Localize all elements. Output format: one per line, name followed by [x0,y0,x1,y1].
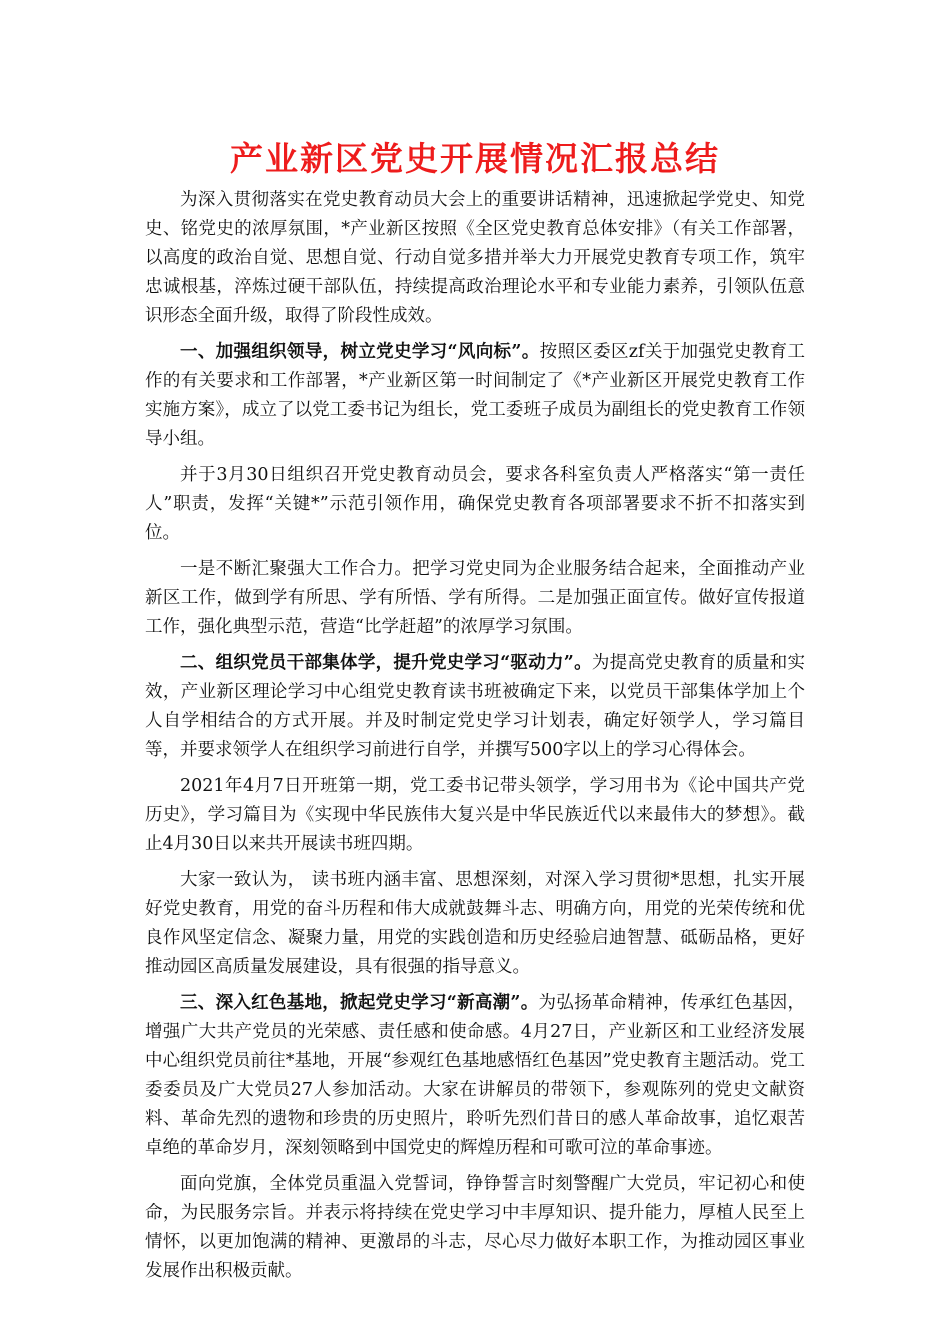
paragraph-text: 一是不断汇聚强大工作合力。把学习党史同为企业服务结合起来，全面推动产业新区工作，做到学有所思、学有所悟、学有所得。二是加强正面宣传。做好宣传报道工作，强化典型示范，营造“比学赶超”的浓厚学习氛围。 [145,559,805,637]
paragraph [145,461,805,548]
section-heading: 一、加强组织领导，树立党史学习“风向标”。 [180,342,540,362]
paragraph-text: 为深入贯彻落实在党史教育动员大会上的重要讲话精神，迅速掀起学党史、知党史、铭党史的浓厚氛围，*产业新区按照《全区党史教育总体安排》（有关工作部署，以高度的政治自觉、思想自觉、行动自觉多措并举大力开展党史教育专项工作，筑牢忠诚根基，淬炼过硬干部队伍，持续提高政治理论水平和专业能力素养，引领队伍意识形态全面升级，取得了阶段性成效。 [145,190,805,326]
paragraph-section-2 [145,649,805,765]
document-title: 产业新区党史开展情况汇报总结 [230,139,720,178]
paragraph-section-1 [145,338,805,454]
paragraph-intro [145,186,805,331]
paragraph [145,555,805,642]
paragraph-text: 为提高党史教育的质量和实效，产业新区理论学习中心组党史教育读书班被确定下来，以党员干部集体学加上个人自学相结合的方式开展。并及时制定党史学习计划表，确定好领学人，学习篇目等，并要求领学人在组织学习前进行自学，并撰写500字以上的学习心得体会。 [145,653,806,760]
paragraph-text: 按照区委区zf关于加强党史教育工作的有关要求和工作部署，*产业新区第一时间制定了《*产业新区开展党史教育工作实施方案》，成立了以党工委书记为组长，党工委班子成员为副组长的党史教育工作领导小组。 [145,342,805,449]
section-heading: 二、组织党员干部集体学，提升党史学习“驱动力”。 [180,653,592,673]
paragraph-text: 并于3月30日组织召开党史教育动员会，要求各科室负责人严格落实“第一责任人”职责，发挥“关键*”示范引领作用，确保党史教育各项部署要求不折不扣落实到位。 [145,465,805,543]
paragraph [145,1170,805,1286]
paragraph [145,772,805,859]
paragraph-section-3 [145,989,805,1163]
section-heading: 三、深入红色基地，掀起党史学习“新高潮”。 [180,993,539,1013]
paragraph-text: 面向党旗，全体党员重温入党誓词，铮铮誓言时刻警醒广大党员，牢记初心和使命，为民服务宗旨。并表示将持续在党史学习中丰厚知识、提升能力，厚植人民至上情怀，以更加饱满的精神、更激昂的斗志，尽心尽力做好本职工作，为推动园区事业发展作出积极贡献。 [145,1174,805,1281]
paragraph [145,866,805,982]
paragraph-text: 大家一致认为， 读书班内涵丰富、思想深刻，对深入学习贯彻*思想，扎实开展好党史教育，用党的奋斗历程和伟大成就鼓舞斗志、明确方向，用党的光荣传统和优良作风坚定信念、凝聚力量，用党的实践创造和历史经验启迪智慧、砥砺品格，更好推动园区高质量发展建设，具有很强的指导意义。 [145,870,805,977]
paragraph-text: 为弘扬革命精神，传承红色基因，增强广大共产党员的光荣感、责任感和使命感。4月27日，产业新区和工业经济发展中心组织党员前往*基地，开展“参观红色基地感悟红色基因”党史教育主题活动。党工委委员及广大党员27人参加活动。大家在讲解员的带领下，参观陈列的党史文献资料、革命先烈的遗物和珍贵的历史照片，聆听先烈们昔日的感人革命故事，追忆艰苦卓绝的革命岁月，深刻领略到中国党史的辉煌历程和可歌可泣的革命事迹。 [145,993,805,1158]
paragraph-text: 2021年4月7日开班第一期，党工委书记带头领学，学习用书为《论中国共产党历史》，学习篇目为《实现中华民族伟大复兴是中华民族近代以来最伟大的梦想》。截止4月30日以来共开展读书班四期。 [145,776,805,854]
document-body [145,186,805,1293]
